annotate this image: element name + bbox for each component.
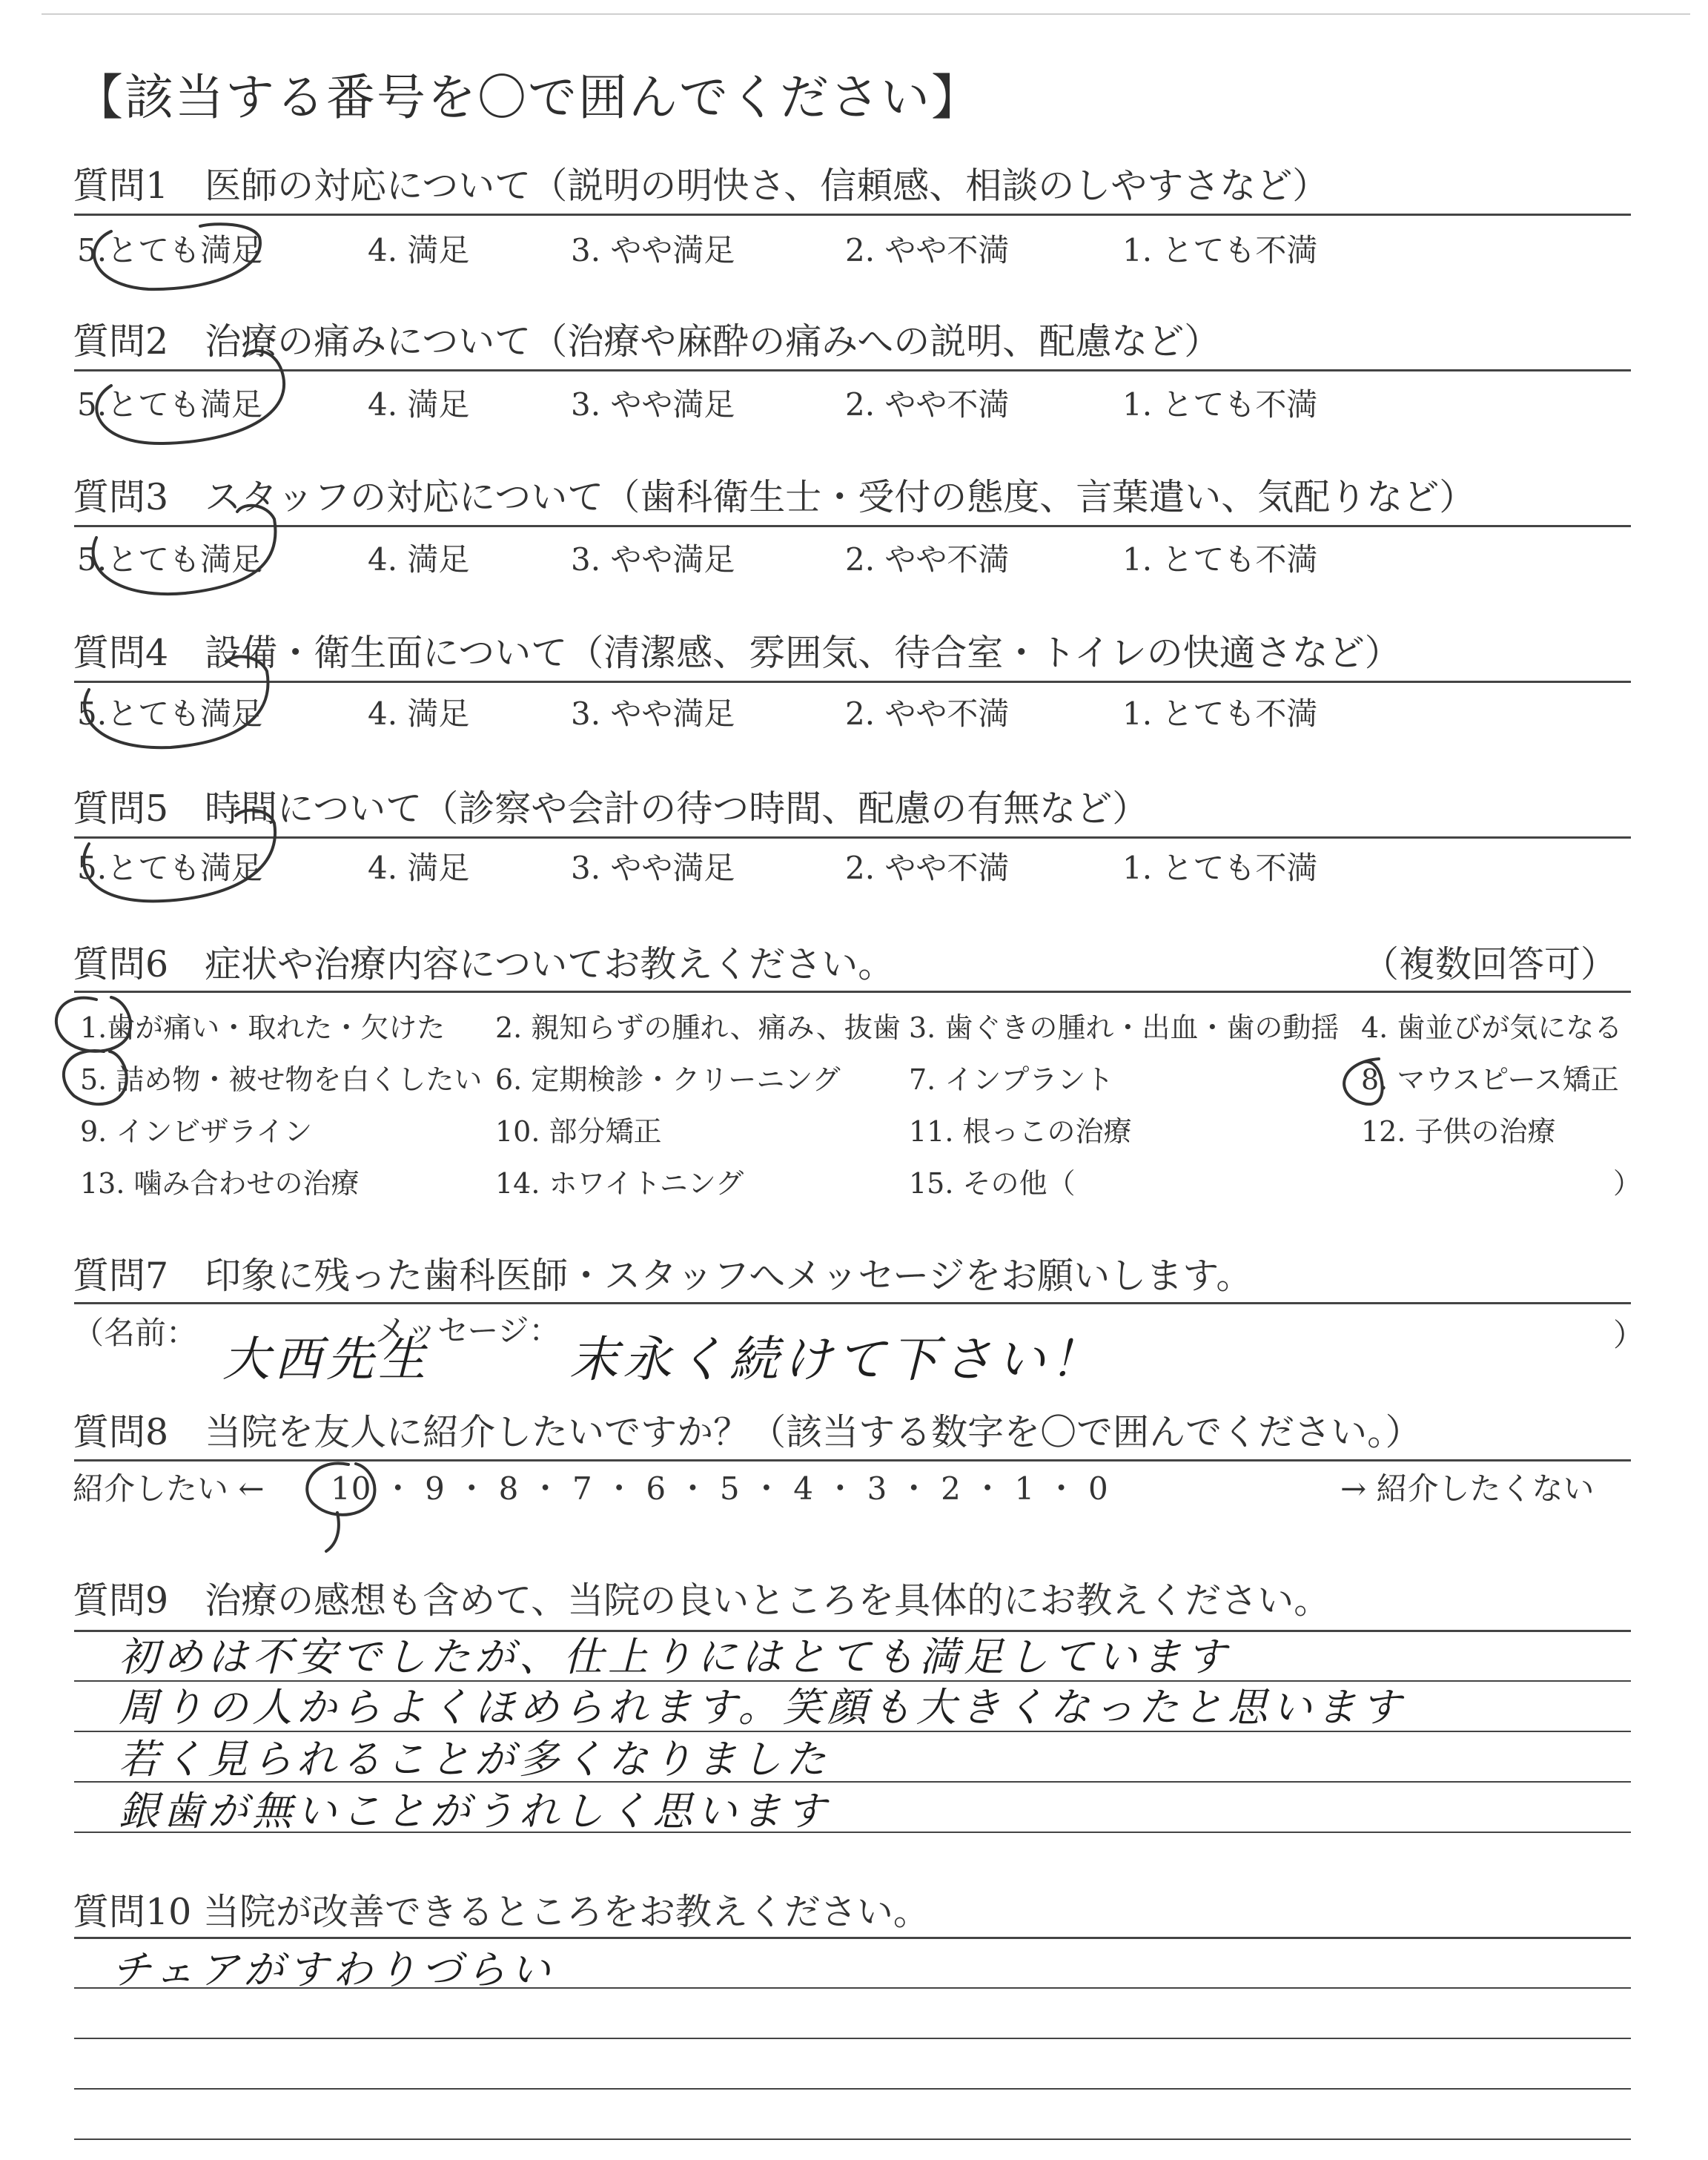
q2-option-3[interactable]: 3. やや満足	[571, 386, 735, 423]
q4-option-2[interactable]: 2. やや不満	[845, 696, 1010, 732]
q6-option-7[interactable]: 7. インプラント	[909, 1063, 1114, 1096]
q1-option-3[interactable]: 3. やや満足	[571, 232, 735, 268]
q6-option-13[interactable]: 13. 噛み合わせの治療	[80, 1167, 360, 1200]
q6-option-2[interactable]: 2. 親知らずの腫れ、痛み、抜歯	[495, 1011, 901, 1044]
question-4-rule	[74, 681, 1631, 683]
q6-option-9[interactable]: 9. インビザライン	[80, 1115, 313, 1148]
question-8-title: 質問8 当院を友人に紹介したいですか？（該当する数字を〇で囲んでください。）	[73, 1411, 1422, 1453]
question-6-rule	[74, 991, 1631, 993]
q6-option-5[interactable]: 5. 詰め物・被せ物を白くしたい	[80, 1063, 483, 1096]
question-6-note: （複数回答可）	[1363, 943, 1618, 985]
q8-scale[interactable]: 10 ・ 9 ・ 8 ・ 7 ・ 6 ・ 5 ・ 4 ・ 3 ・ 2 ・ 1 ・ 0	[331, 1470, 1109, 1507]
q1-option-4[interactable]: 4. 満足	[368, 232, 470, 268]
q1-option-2[interactable]: 2. やや不満	[845, 232, 1010, 268]
q7-close-paren: ）	[1613, 1317, 1645, 1353]
question-5-rule	[74, 836, 1631, 839]
question-1-rule	[74, 214, 1631, 216]
q6-option-14[interactable]: 14. ホワイトニング	[495, 1167, 744, 1200]
q5-option-4[interactable]: 4. 満足	[368, 850, 470, 886]
question-6-title: 質問6 症状や治療内容についてお教えください。	[73, 943, 895, 985]
q7-name-handwritten[interactable]: 大西先生	[222, 1332, 430, 1387]
q3-option-3[interactable]: 3. やや満足	[571, 541, 735, 578]
q2-option-1[interactable]: 1. とても不満	[1122, 386, 1318, 423]
q1-option-5[interactable]: 5.とても満足	[77, 232, 263, 268]
q4-option-4[interactable]: 4. 満足	[368, 696, 470, 732]
q2-option-4[interactable]: 4. 満足	[368, 386, 470, 423]
q3-option-4[interactable]: 4. 満足	[368, 541, 470, 578]
q6-option-1[interactable]: 1.歯が痛い・取れた・欠けた	[80, 1011, 446, 1044]
q10-line-3	[74, 2038, 1631, 2039]
q3-option-1[interactable]: 1. とても不満	[1122, 541, 1318, 578]
q6-option-15[interactable]: 15. その他（	[909, 1167, 1076, 1200]
question-8-rule	[74, 1459, 1631, 1462]
page-heading: 【該当する番号を〇で囲んでください】	[74, 69, 982, 126]
question-7-title: 質問7 印象に残った歯科医師・スタッフへメッセージをお願いします。	[73, 1255, 1253, 1297]
q5-option-5[interactable]: 5.とても満足	[77, 850, 263, 886]
q7-message-label: メッセージ：	[375, 1312, 560, 1349]
q9-answer-line-2[interactable]: 周りの人からよくほめられます。笑顔も大きくなったと思います	[119, 1684, 1406, 1731]
question-7-rule	[74, 1302, 1631, 1304]
q6-option-10[interactable]: 10. 部分矯正	[495, 1115, 662, 1148]
q8-right-label: → 紹介したくない	[1340, 1470, 1595, 1507]
question-1-title: 質問1 医師の対応について（説明の明快さ、信頼感、相談のしやすさなど）	[73, 165, 1329, 207]
q10-answer-line-1[interactable]: チェアがすわりづらい	[111, 1946, 555, 1993]
q5-option-2[interactable]: 2. やや不満	[845, 850, 1010, 886]
question-2-rule	[74, 369, 1631, 371]
q9-answer-line-4[interactable]: 銀歯が無いことがうれしく思います	[119, 1788, 830, 1834]
q5-option-3[interactable]: 3. やや満足	[571, 850, 735, 886]
q2-option-5[interactable]: 5.とても満足	[77, 386, 263, 423]
q10-line-5	[74, 2138, 1631, 2140]
question-9-title: 質問9 治療の感想も含めて、当院の良いところを具体的にお教えください。	[73, 1579, 1331, 1622]
q1-option-1[interactable]: 1. とても不満	[1122, 232, 1318, 268]
q4-option-5[interactable]: 5.とても満足	[77, 696, 263, 732]
question-3-title: 質問3 スタッフの対応について（歯科衛生士・受付の態度、言葉遣い、気配りなど）	[73, 476, 1476, 518]
q6-option-15-close-paren: ）	[1613, 1167, 1642, 1200]
q6-option-12[interactable]: 12. 子供の治療	[1361, 1115, 1556, 1148]
q4-option-3[interactable]: 3. やや満足	[571, 696, 735, 732]
question-10-title: 質問10 当院が改善できるところをお教えください。	[73, 1891, 930, 1933]
question-4-title: 質問4 設備・衛生面について（清潔感、雰囲気、待合室・トイレの快適さなど）	[73, 632, 1401, 674]
question-5-title: 質問5 時間について（診察や会計の待つ時間、配慮の有無など）	[73, 787, 1149, 830]
q7-message-handwritten[interactable]: 末永く続けて下さい！	[569, 1331, 1103, 1388]
q3-option-2[interactable]: 2. やや不満	[845, 541, 1010, 578]
q5-option-1[interactable]: 1. とても不満	[1122, 850, 1318, 886]
q6-option-3[interactable]: 3. 歯ぐきの腫れ・出血・歯の動揺	[909, 1011, 1340, 1044]
q8-left-label: 紹介したい ←	[73, 1470, 265, 1507]
q10-line-4	[74, 2088, 1631, 2090]
question-2-title: 質問2 治療の痛みについて（治療や麻酔の痛みへの説明、配慮など）	[73, 320, 1221, 363]
q6-option-8[interactable]: 8. マウスピース矯正	[1361, 1063, 1619, 1096]
q3-option-5[interactable]: 5.とても満足	[77, 541, 263, 578]
q6-option-6[interactable]: 6. 定期検診・クリーニング	[495, 1063, 841, 1096]
q6-option-4[interactable]: 4. 歯並びが気になる	[1361, 1011, 1623, 1044]
top-border-line	[42, 13, 1690, 15]
q2-option-2[interactable]: 2. やや不満	[845, 386, 1010, 423]
q6-option-11[interactable]: 11. 根っこの治療	[909, 1115, 1132, 1148]
q7-name-label: （名前：	[73, 1315, 198, 1351]
q9-answer-line-3[interactable]: 若く見られることが多くなりました	[119, 1736, 830, 1783]
question-3-rule	[74, 525, 1631, 527]
q9-answer-line-1[interactable]: 初めは不安でしたが、仕上りにはとても満足しています	[119, 1634, 1231, 1680]
q4-option-1[interactable]: 1. とても不満	[1122, 696, 1318, 732]
